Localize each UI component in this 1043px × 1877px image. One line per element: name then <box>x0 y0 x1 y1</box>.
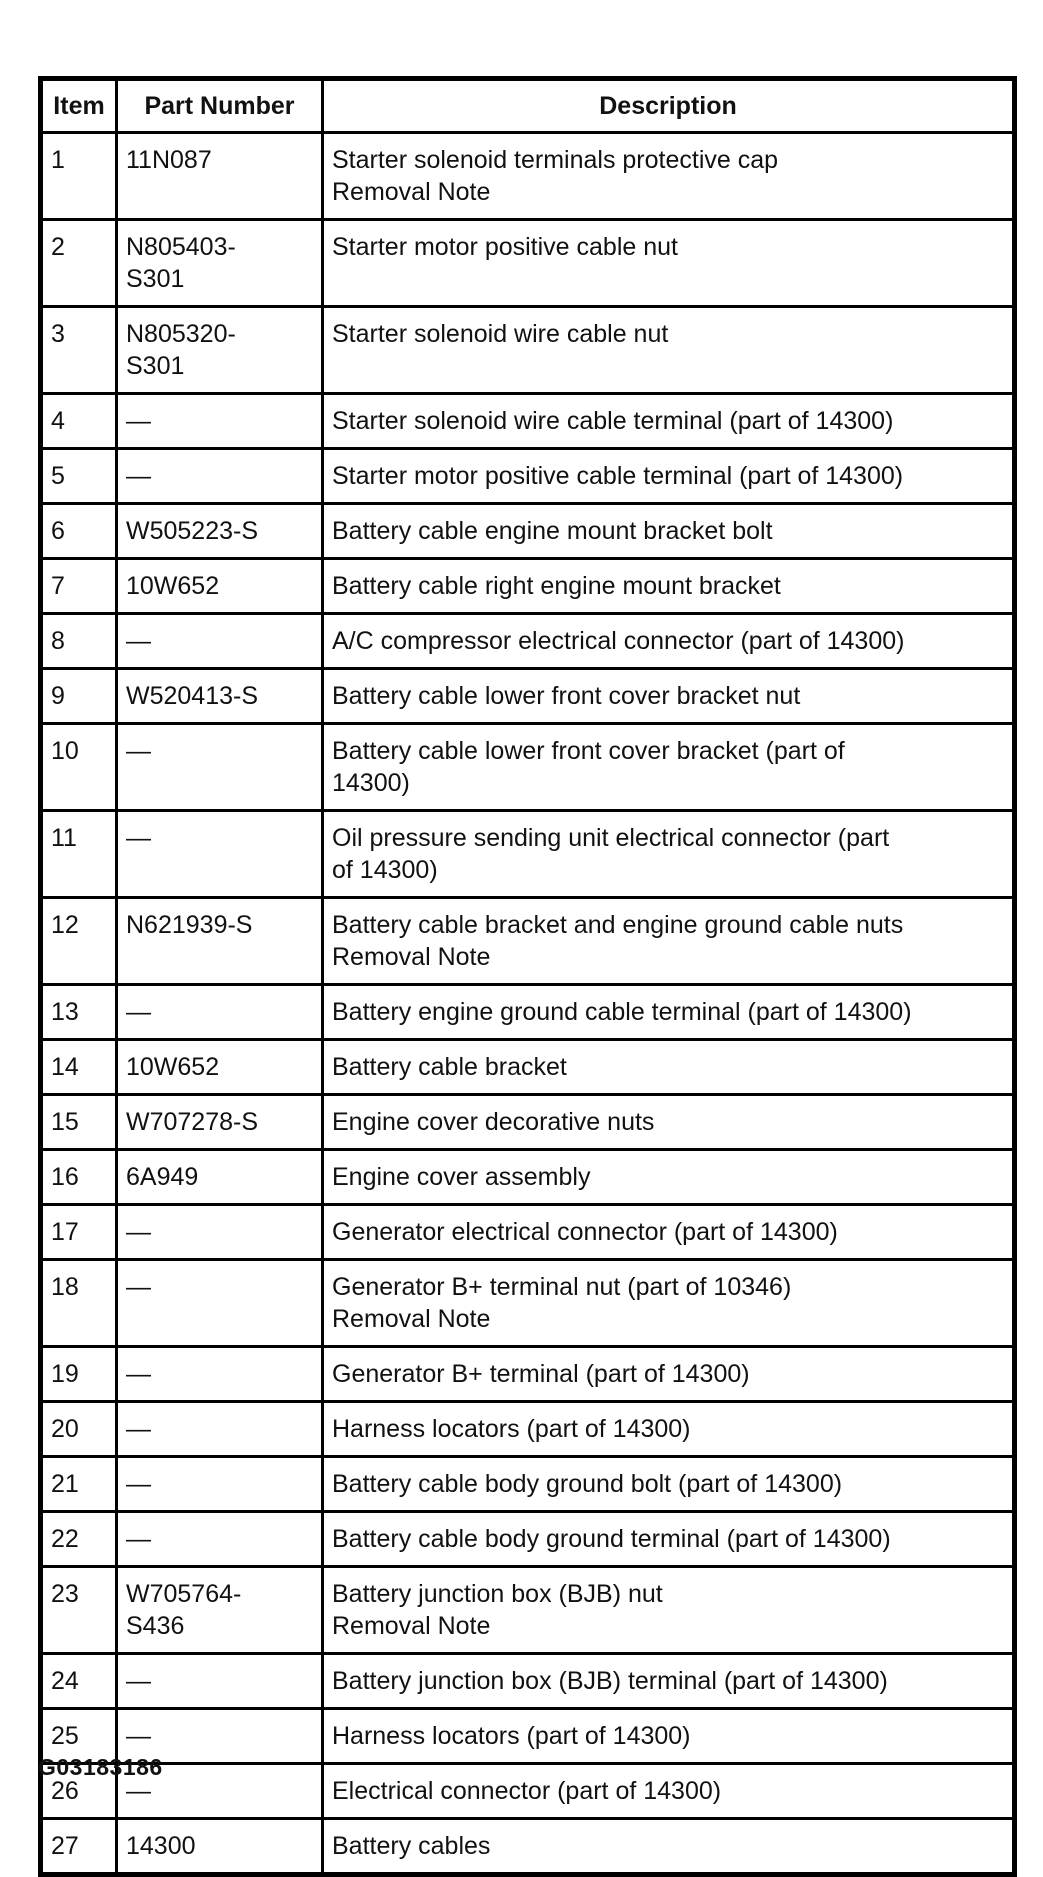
figure-id: G03183186 <box>38 1754 163 1780</box>
table-row <box>41 504 1015 559</box>
item-cell: 13 <box>41 985 117 1040</box>
item-cell: 18 <box>41 1260 117 1347</box>
item-cell: 17 <box>41 1205 117 1260</box>
item-cell: 22 <box>41 1512 117 1567</box>
part-number-cell: W705764- S436 <box>117 1567 323 1654</box>
table-row <box>41 1819 1015 1875</box>
description-cell: Battery cable body ground bolt (part of 14300) <box>323 1457 1015 1512</box>
header-description: Description <box>323 79 1015 133</box>
table-row <box>41 559 1015 614</box>
part-number-cell: N621939-S <box>117 898 323 985</box>
description-cell: Generator electrical connector (part of 14300) <box>323 1205 1015 1260</box>
item-cell: 12 <box>41 898 117 985</box>
description-cell: Battery junction box (BJB) terminal (part of 14300) <box>323 1654 1015 1709</box>
table-row <box>41 1709 1015 1764</box>
table-row <box>41 669 1015 724</box>
description-cell: Battery cable bracket <box>323 1040 1015 1095</box>
part-number-cell: — <box>117 1512 323 1567</box>
item-cell: 10 <box>41 724 117 811</box>
part-number-cell: 10W652 <box>117 559 323 614</box>
table-row <box>41 1764 1015 1819</box>
item-cell: 20 <box>41 1402 117 1457</box>
table-row <box>41 1260 1015 1347</box>
table-row <box>41 1205 1015 1260</box>
header-row <box>41 79 1015 133</box>
item-cell: 3 <box>41 307 117 394</box>
item-cell: 16 <box>41 1150 117 1205</box>
table-row <box>41 1512 1015 1567</box>
description-cell: Battery cable bracket and engine ground cable nuts Removal Note <box>323 898 1015 985</box>
item-cell: 5 <box>41 449 117 504</box>
parts-table <box>38 76 1017 1877</box>
table-row <box>41 1402 1015 1457</box>
table-row <box>41 1457 1015 1512</box>
description-cell: Battery junction box (BJB) nut Removal Note <box>323 1567 1015 1654</box>
part-number-cell: — <box>117 1402 323 1457</box>
part-number-cell: — <box>117 1654 323 1709</box>
part-number-cell: 10W652 <box>117 1040 323 1095</box>
description-cell: Starter motor positive cable nut <box>323 220 1015 307</box>
part-number-cell: — <box>117 811 323 898</box>
item-cell: 4 <box>41 394 117 449</box>
item-cell: 25 <box>41 1709 117 1764</box>
description-cell: Battery cable right engine mount bracket <box>323 559 1015 614</box>
table-row <box>41 1654 1015 1709</box>
item-cell: 26 <box>41 1764 117 1819</box>
description-cell: Oil pressure sending unit electrical connector (part of 14300) <box>323 811 1015 898</box>
item-cell: 7 <box>41 559 117 614</box>
item-cell: 15 <box>41 1095 117 1150</box>
part-number-cell: — <box>117 1260 323 1347</box>
part-number-cell: — <box>117 394 323 449</box>
part-number-cell: — <box>117 614 323 669</box>
part-number-cell: W505223-S <box>117 504 323 559</box>
table-row <box>41 811 1015 898</box>
part-number-cell: W520413-S <box>117 669 323 724</box>
table-row <box>41 985 1015 1040</box>
item-cell: 23 <box>41 1567 117 1654</box>
description-cell: Battery engine ground cable terminal (part of 14300) <box>323 985 1015 1040</box>
table-row <box>41 1150 1015 1205</box>
table-row <box>41 1567 1015 1654</box>
description-cell: A/C compressor electrical connector (part of 14300) <box>323 614 1015 669</box>
table-row <box>41 307 1015 394</box>
part-number-cell: — <box>117 1709 323 1764</box>
part-number-cell: — <box>117 1347 323 1402</box>
item-cell: 24 <box>41 1654 117 1709</box>
table-row <box>41 898 1015 985</box>
part-number-cell: — <box>117 724 323 811</box>
part-number-cell: 14300 <box>117 1819 323 1875</box>
part-number-cell: W707278-S <box>117 1095 323 1150</box>
description-cell: Starter solenoid wire cable terminal (part of 14300) <box>323 394 1015 449</box>
item-cell: 11 <box>41 811 117 898</box>
description-cell: Starter solenoid terminals protective cap Removal Note <box>323 133 1015 220</box>
table-row <box>41 1040 1015 1095</box>
part-number-cell: N805403- S301 <box>117 220 323 307</box>
header-part-number: Part Number <box>117 79 323 133</box>
part-number-cell: 11N087 <box>117 133 323 220</box>
header-item: Item <box>41 79 117 133</box>
item-cell: 6 <box>41 504 117 559</box>
table-row <box>41 614 1015 669</box>
table-row <box>41 394 1015 449</box>
part-number-cell: 6A949 <box>117 1150 323 1205</box>
description-cell: Starter solenoid wire cable nut <box>323 307 1015 394</box>
part-number-cell: — <box>117 985 323 1040</box>
item-cell: 9 <box>41 669 117 724</box>
description-cell: Starter motor positive cable terminal (part of 14300) <box>323 449 1015 504</box>
table-row <box>41 133 1015 220</box>
item-cell: 27 <box>41 1819 117 1875</box>
description-cell: Harness locators (part of 14300) <box>323 1709 1015 1764</box>
description-cell: Engine cover assembly <box>323 1150 1015 1205</box>
description-cell: Engine cover decorative nuts <box>323 1095 1015 1150</box>
description-cell: Battery cable engine mount bracket bolt <box>323 504 1015 559</box>
table-row <box>41 1347 1015 1402</box>
item-cell: 14 <box>41 1040 117 1095</box>
description-cell: Generator B+ terminal nut (part of 10346) Removal Note <box>323 1260 1015 1347</box>
description-cell: Electrical connector (part of 14300) <box>323 1764 1015 1819</box>
item-cell: 19 <box>41 1347 117 1402</box>
description-cell: Battery cable body ground terminal (part of 14300) <box>323 1512 1015 1567</box>
description-cell: Battery cable lower front cover bracket nut <box>323 669 1015 724</box>
item-cell: 1 <box>41 133 117 220</box>
item-cell: 2 <box>41 220 117 307</box>
description-cell: Harness locators (part of 14300) <box>323 1402 1015 1457</box>
table-row <box>41 449 1015 504</box>
table-body <box>41 133 1015 1875</box>
item-cell: 21 <box>41 1457 117 1512</box>
table-row <box>41 1095 1015 1150</box>
description-cell: Battery cable lower front cover bracket (part of 14300) <box>323 724 1015 811</box>
part-number-cell: — <box>117 1764 323 1819</box>
table-row <box>41 220 1015 307</box>
part-number-cell: — <box>117 1457 323 1512</box>
part-number-cell: — <box>117 1205 323 1260</box>
table-row <box>41 724 1015 811</box>
part-number-cell: — <box>117 449 323 504</box>
description-cell: Generator B+ terminal (part of 14300) <box>323 1347 1015 1402</box>
description-cell: Battery cables <box>323 1819 1015 1875</box>
part-number-cell: N805320- S301 <box>117 307 323 394</box>
item-cell: 8 <box>41 614 117 669</box>
